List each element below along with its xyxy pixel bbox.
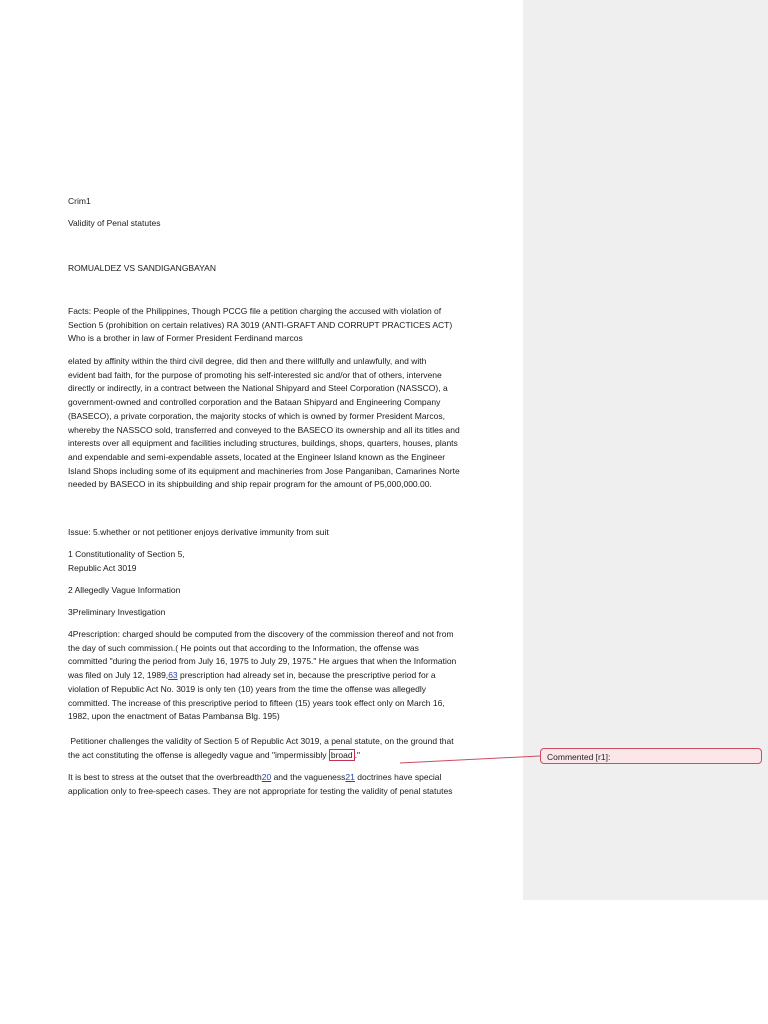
text-line: whereby the NASSCO sold, transferred and conveyed to the BASECO its ownership and all its titles and [68, 424, 460, 435]
challenge-paragraph [68, 735, 516, 762]
text-line: government-owned and controlled corporation and the Bataan Shipyard and Engineering Company [68, 397, 441, 408]
facts-paragraph [68, 305, 516, 346]
footnote-link-63[interactable]: 63 [168, 670, 178, 681]
comment-pane [523, 0, 768, 900]
body-paragraph [68, 355, 516, 492]
item-3: 3Preliminary Investigation [68, 607, 166, 617]
text-line: 4Prescription: charged should be computed from the discovery of the commission thereof and not from [68, 629, 454, 639]
text-segment: was filed on July 12, 1989, [68, 670, 169, 681]
text-line: committed "during the period from July 16, 1975 to July 29, 1975." He argues that when the Information [68, 656, 457, 667]
prescription-paragraph [68, 628, 516, 724]
text-segment: It is best to stress at the outset that the overbreadth [68, 772, 262, 782]
footnote-link-20[interactable]: 20 [261, 772, 272, 782]
issue-line: Issue: 5.whether or not petitioner enjoys derivative immunity from suit [68, 527, 329, 537]
heading-crim1: Crim1 [68, 196, 91, 206]
text-line: the day of such commission.( He points out that according to the Information, the offense was [68, 642, 419, 653]
text-line: (BASECO), a private corporation, the majority stocks of which is owned by former President Marcos, [68, 410, 445, 421]
text-segment: doctrines have special [354, 772, 442, 782]
text-line: directly or indirectly, in a contract between the National Shipyard and Steel Corporation (NASSCO), a [68, 383, 448, 394]
text-line [68, 749, 516, 763]
text-line: 1982, upon the enactment of Batas Pambansa Blg. 195) [68, 711, 280, 722]
text-line: Petitioner challenges the validity of Section 5 of Republic Act 3019, a penal statute, on the ground that [68, 736, 454, 746]
text-line: violation of Republic Act No. 3019 is only ten (10) years from the time the offense was allegedly [68, 683, 426, 694]
heading-validity: Validity of Penal statutes [68, 218, 161, 228]
text-line: and expendable and semi-expendable assets, located at the Engineer Island known as the Engineer [68, 451, 446, 462]
case-title: ROMUALDEZ VS SANDIGANGBAYAN [68, 263, 216, 273]
text-segment: ." [354, 749, 360, 760]
commented-text-highlight[interactable]: broad [330, 749, 353, 760]
text-segment: prescription had already set in, because the prescriptive period for a [177, 670, 436, 681]
text-line: evident bad faith, for the purpose of promoting his self-interested sic and/or that of others, intervene [68, 369, 442, 380]
text-line [68, 771, 516, 785]
item-2: 2 Allegedly Vague Information [68, 585, 181, 595]
text-line: needed by BASECO in its shipbuilding and ship repair program for the amount of P5,000,000.00. [68, 479, 432, 490]
comment-balloon[interactable]: Commented [r1]: [540, 748, 762, 764]
text-line [68, 669, 516, 683]
text-line: application only to free-speech cases. They are not appropriate for testing the validity of penal statutes [68, 785, 453, 796]
text-line: Island Shops including some of its equipment and machineries from Jose Panganiban, Camarines Norte [68, 465, 460, 476]
text-line: Section 5 (prohibition on certain relatives) RA 3019 (ANTI-GRAFT AND CORRUPT PRACTICES ACT) [68, 319, 453, 330]
text-line: interests over all equipment and facilities including structures, buildings, shops, quarters, houses, plants [68, 438, 458, 449]
doctrine-paragraph [68, 771, 516, 798]
footnote-link-21[interactable]: 21 [345, 772, 355, 782]
text-line: elated by affinity within the third civil degree, did then and there willfully and unlawfully, and with [68, 356, 427, 366]
item-1 [68, 548, 516, 575]
text-segment: the act constituting the offense is allegedly vague and "impermissibly [68, 749, 329, 760]
text-line: Who is a brother in law of Former President Ferdinand marcos [68, 333, 303, 344]
text-line: Facts: People of the Philippines, Though PCCG file a petition charging the accused with violation of [68, 306, 442, 316]
text-line: Republic Act 3019 [68, 562, 137, 573]
text-line: 1 Constitutionality of Section 5, [68, 549, 185, 559]
text-segment: and the vagueness [271, 772, 346, 782]
text-line: committed. The increase of this prescriptive period to fifteen (15) years took effect only on March 16, [68, 697, 445, 708]
